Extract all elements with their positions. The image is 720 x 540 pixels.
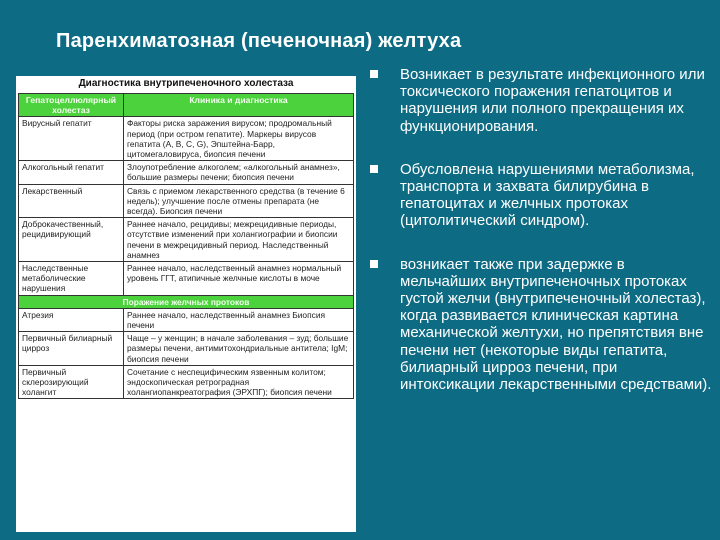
table-row xyxy=(19,218,354,262)
bullet-text: Обусловлена нарушениями метаболизма, транспорта и захвата билирубина в гепатоцитах и желчных протоках (цитолитический синдром). xyxy=(400,160,695,230)
row-clinic: Раннее начало, рецидивы; межрецидивные периоды, отсутствие изменений при холангиографии и биопсии печени в межрецидивный период. Наследственный анамнез xyxy=(124,218,354,262)
section-label: Поражение желчных протоков xyxy=(19,295,354,308)
column-header-cause: Гепатоцеллюлярный холестаз xyxy=(19,94,124,117)
row-cause: Первичный склерозирующий холангит xyxy=(19,365,124,399)
table-row xyxy=(19,262,354,296)
row-cause: Атрезия xyxy=(19,308,124,331)
row-clinic: Раннее начало, наследственный анамнез Биопсия печени xyxy=(124,308,354,331)
table-header-row xyxy=(19,94,354,117)
row-clinic: Связь с приемом лекарственного средства (в течение 6 недель); улучшение после отмены препарата (не всегда). Биопсия печени xyxy=(124,184,354,218)
row-clinic: Факторы риска заражения вирусом; продромальный период (при остром гепатите). Маркеры вирусов гепатита (А, В, С, G), Эпштейна-Барр, цитомегаловируса, биопсия печени xyxy=(124,117,354,161)
column-header-clinic: Клиника и диагностика xyxy=(124,94,354,117)
table-section-row xyxy=(19,295,354,308)
bullet-list xyxy=(370,66,715,419)
row-cause: Лекарственный xyxy=(19,184,124,218)
bullet-text: Возникает в результате инфекционного или токсического поражения гепатоцитов и нарушения или полного прекращения их функционирования. xyxy=(400,66,705,135)
table-row xyxy=(19,184,354,218)
table-caption: Диагностика внутрипеченочного холестаза xyxy=(78,78,294,89)
row-cause: Алкогольный гепатит xyxy=(19,161,124,184)
table-row xyxy=(19,365,354,399)
row-cause: Первичный билиарный цирроз xyxy=(19,332,124,366)
row-cause: Наследственные метаболические нарушения xyxy=(19,262,124,296)
slide-title: Паренхиматозная (печеночная) желтуха xyxy=(56,30,462,52)
square-bullet-icon xyxy=(370,260,378,268)
bullet-item xyxy=(370,66,715,135)
row-clinic: Раннее начало, наследственный анамнез нормальный уровень ГГТ, атипичные желчные кислоты в моче xyxy=(124,262,354,296)
diagnostics-table-image xyxy=(16,76,356,532)
bullet-text: возникает также при задержке в мельчайших внутрипеченочных протоках густой желчи (внутрипеченочный холестаз), когда развивается клиническая картина механической желтухи, но препятствия вне печени нет (некоторые виды гепатита, билиарный цирроз печени, при интоксикации лекарственными средствами). xyxy=(400,255,712,394)
row-clinic: Чаще – у женщин; в начале заболевания – зуд; большие размеры печени, антимитохондриальные антитела; IgM; биопсия печени xyxy=(124,332,354,366)
row-clinic: Злоупотребление алкоголем; «алкогольный анамнез», большие размеры печени; биопсия печени xyxy=(124,161,354,184)
table-row xyxy=(19,308,354,331)
row-cause: Вирусный гепатит xyxy=(19,117,124,161)
table-row xyxy=(19,332,354,366)
square-bullet-icon xyxy=(370,165,378,173)
table-row xyxy=(19,117,354,161)
table-row xyxy=(19,161,354,184)
diagnostics-table xyxy=(18,93,354,399)
bullet-item xyxy=(370,161,715,230)
square-bullet-icon xyxy=(370,70,378,78)
row-clinic: Сочетание с неспецифическим язвенным колитом; эндоскопическая ретроградная холангиопанкреатография (ЭРХПГ); биопсия печени xyxy=(124,365,354,399)
bullet-item xyxy=(370,256,715,394)
row-cause: Доброкачественный, рецидивирующий xyxy=(19,218,124,262)
